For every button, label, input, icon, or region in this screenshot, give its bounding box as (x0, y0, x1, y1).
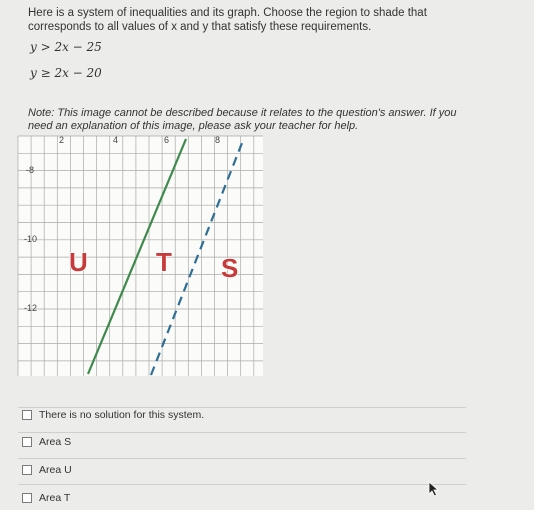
checkbox[interactable] (22, 465, 32, 475)
option-label: There is no solution for this system. (39, 409, 205, 421)
inequality-1: y > 2x − 25 (30, 40, 102, 54)
divider (18, 458, 466, 459)
option-area-s[interactable] (22, 436, 71, 448)
option-no-solution[interactable] (22, 409, 204, 421)
divider (18, 432, 466, 433)
y-tick-label-minus-12: -12 (24, 303, 38, 313)
region-label-u: U (69, 247, 88, 277)
y-tick-label-minus-8: -8 (26, 165, 35, 175)
x-tick-label-4: 4 (113, 135, 119, 145)
region-label-t: T (156, 247, 172, 277)
inequality-graph (0, 133, 300, 383)
y-tick-label-minus-10: -10 (24, 234, 38, 244)
option-label: Area S (39, 436, 72, 448)
option-label: Area U (39, 464, 72, 476)
region-label-s: S (221, 253, 239, 283)
mouse-pointer-icon (428, 481, 440, 497)
accessibility-note: Note: This image cannot be described because it relates to the question's answer. If you need an explanation of this image, please ask your teacher for help. (28, 107, 457, 132)
question-prompt: Here is a system of inequalities and its graph. Choose the region to shade that corresponds to all values of x and y that satisfy these requirements. (28, 7, 427, 33)
option-area-t[interactable] (22, 492, 70, 504)
divider (18, 484, 466, 485)
option-area-u[interactable] (22, 464, 72, 476)
inequality-2: y ≥ 2x − 20 (30, 66, 102, 80)
checkbox[interactable] (22, 410, 32, 420)
checkbox[interactable] (22, 493, 32, 503)
checkbox[interactable] (22, 437, 32, 447)
option-label: Area T (39, 492, 71, 504)
divider (18, 407, 466, 408)
x-tick-label-2: 2 (59, 135, 65, 145)
x-tick-label-8: 8 (215, 135, 221, 145)
x-tick-label-6: 6 (164, 135, 170, 145)
